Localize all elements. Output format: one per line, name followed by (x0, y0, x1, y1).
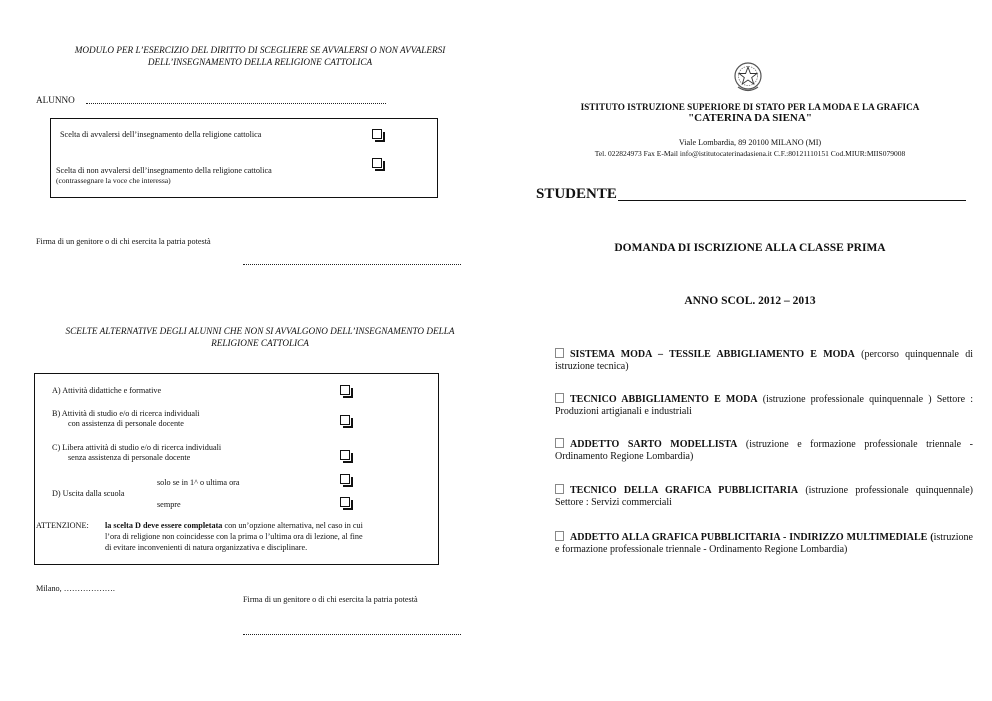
course-4-checkbox[interactable] (555, 484, 564, 494)
course-5-checkbox[interactable] (555, 531, 564, 541)
form-title (30, 44, 490, 68)
course-1-title: SISTEMA MODA – TESSILE ABBIGLIAMENTO E MODA (570, 349, 855, 360)
course-5-title: ADDETTO ALLA GRAFICA PUBBLICITARIA - INDIRIZZO MULTIMEDIALE ( (570, 532, 934, 543)
attention-label: ATTENZIONE: (36, 521, 89, 530)
student-label: STUDENTE (536, 186, 617, 202)
option-b-label-1: B) Attività di studio e/o di ricerca individuali (52, 409, 200, 418)
course-5-desc: istruzione e formazione professionale triennale - Ordinamento Regione Lombardia) (555, 532, 973, 555)
option-d2-checkbox[interactable] (340, 497, 350, 507)
attention-rest: con un’opzione alternativa, nel caso in cui (222, 521, 363, 530)
course-3-checkbox[interactable] (555, 438, 564, 448)
option-c-label-2: senza assistenza di personale docente (68, 453, 191, 462)
choice-avvalersi-label: Scelta di avvalersi dell’insegnamento della religione cattolica (60, 130, 262, 139)
choice-note: (contrassegnare la voce che interessa) (56, 176, 171, 185)
signature-field-2[interactable] (243, 634, 461, 635)
option-d1-label: solo se in 1^ o ultima ora (157, 478, 240, 487)
choice-non-avvalersi-checkbox[interactable] (372, 158, 382, 168)
attention-line2: l’ora di religione non coincidesse con la prima o l’ultima ora di lezione, al fine (105, 532, 363, 541)
application-title: DOMANDA DI ISCRIZIONE ALLA CLASSE PRIMA (614, 242, 886, 254)
signature-label: Firma di un genitore o di chi esercita la patria potestà (36, 237, 211, 246)
institute-name: ISTITUTO ISTRUZIONE SUPERIORE DI STATO PER LA MODA E LA GRAFICA (580, 102, 920, 112)
student-name-field[interactable] (618, 200, 966, 201)
course-option-1[interactable] (555, 348, 973, 373)
institute-quote: "CATERINA DA SIENA" (688, 112, 812, 124)
address: Viale Lombardia, 89 20100 MILANO (MI) (678, 138, 822, 147)
option-d-label: D) Uscita dalla scuola (52, 489, 125, 498)
choice-non-avvalersi-label: Scelta di non avvalersi dell’insegnamento della religione cattolica (56, 166, 272, 175)
republic-emblem-icon (732, 60, 764, 94)
form-title-line1: MODULO PER L’ESERCIZIO DEL DIRITTO DI SCEGLIERE SE AVVALERSI O NON AVVALERSI (74, 45, 446, 55)
course-option-3[interactable] (555, 438, 973, 463)
form-title-line2: DELL’INSEGNAMENTO DELLA RELIGIONE CATTOLICA (147, 57, 373, 67)
option-b-label-2: con assistenza di personale docente (68, 419, 184, 428)
attention-text (105, 520, 435, 553)
alunno-label: ALUNNO (36, 95, 75, 105)
signature-field[interactable] (243, 264, 461, 265)
option-b-checkbox[interactable] (340, 415, 350, 425)
course-2-desc: (istruzione professionale quinquennale ) Settore : Produzioni artigianali e industriali (555, 394, 973, 417)
course-4-desc: (istruzione professionale quinquennale) Settore : Servizi commerciali (555, 485, 974, 508)
signature-label-2: Firma di un genitore o di chi esercita la patria potestà (243, 595, 418, 604)
option-d2-label: sempre (157, 500, 181, 509)
option-a-label: A) Attività didattiche e formative (52, 386, 162, 395)
course-option-5[interactable] (555, 531, 973, 556)
alt-title-line1: SCELTE ALTERNATIVE DEGLI ALUNNI CHE NON SI AVVALGONO DELL’INSEGNAMENTO DELLA (65, 326, 455, 336)
course-3-title: ADDETTO SARTO MODELLISTA (570, 439, 738, 450)
attention-bold: la scelta D deve essere completata (105, 521, 223, 530)
contacts: Tel. 022824973 Fax E-Mail info@istitutocaterinadasiena.it C.F.:80121110151 Cod.MIUR:MIIS079008 (594, 149, 906, 158)
place-date: Milano, ………………. (36, 584, 115, 593)
option-c-label-1: C) Libera attività di studio e/o di ricerca individuali (52, 443, 222, 452)
option-d1-checkbox[interactable] (340, 474, 350, 484)
choice-avvalersi-checkbox[interactable] (372, 129, 382, 139)
course-3-desc: (istruzione e formazione professionale triennale - Ordinamento Regione Lombardia) (555, 439, 973, 462)
option-a-checkbox[interactable] (340, 385, 350, 395)
course-option-2[interactable] (555, 393, 973, 418)
alt-title (30, 325, 490, 349)
course-1-checkbox[interactable] (555, 348, 564, 358)
course-1-desc: (percorso quinquennale di istruzione tecnica) (555, 349, 973, 372)
course-4-title: TECNICO DELLA GRAFICA PUBBLICITARIA (570, 485, 799, 496)
course-option-4[interactable] (555, 484, 973, 509)
course-2-checkbox[interactable] (555, 393, 564, 403)
alunno-field[interactable] (86, 103, 386, 104)
alt-title-line2: RELIGIONE CATTOLICA (211, 338, 309, 348)
option-c-checkbox[interactable] (340, 450, 350, 460)
school-year: ANNO SCOL. 2012 – 2013 (684, 295, 816, 307)
course-2-title: TECNICO ABBIGLIAMENTO E MODA (570, 394, 758, 405)
attention-line3: di evitare inconvenienti di natura organizzativa e disciplinare. (105, 543, 308, 552)
